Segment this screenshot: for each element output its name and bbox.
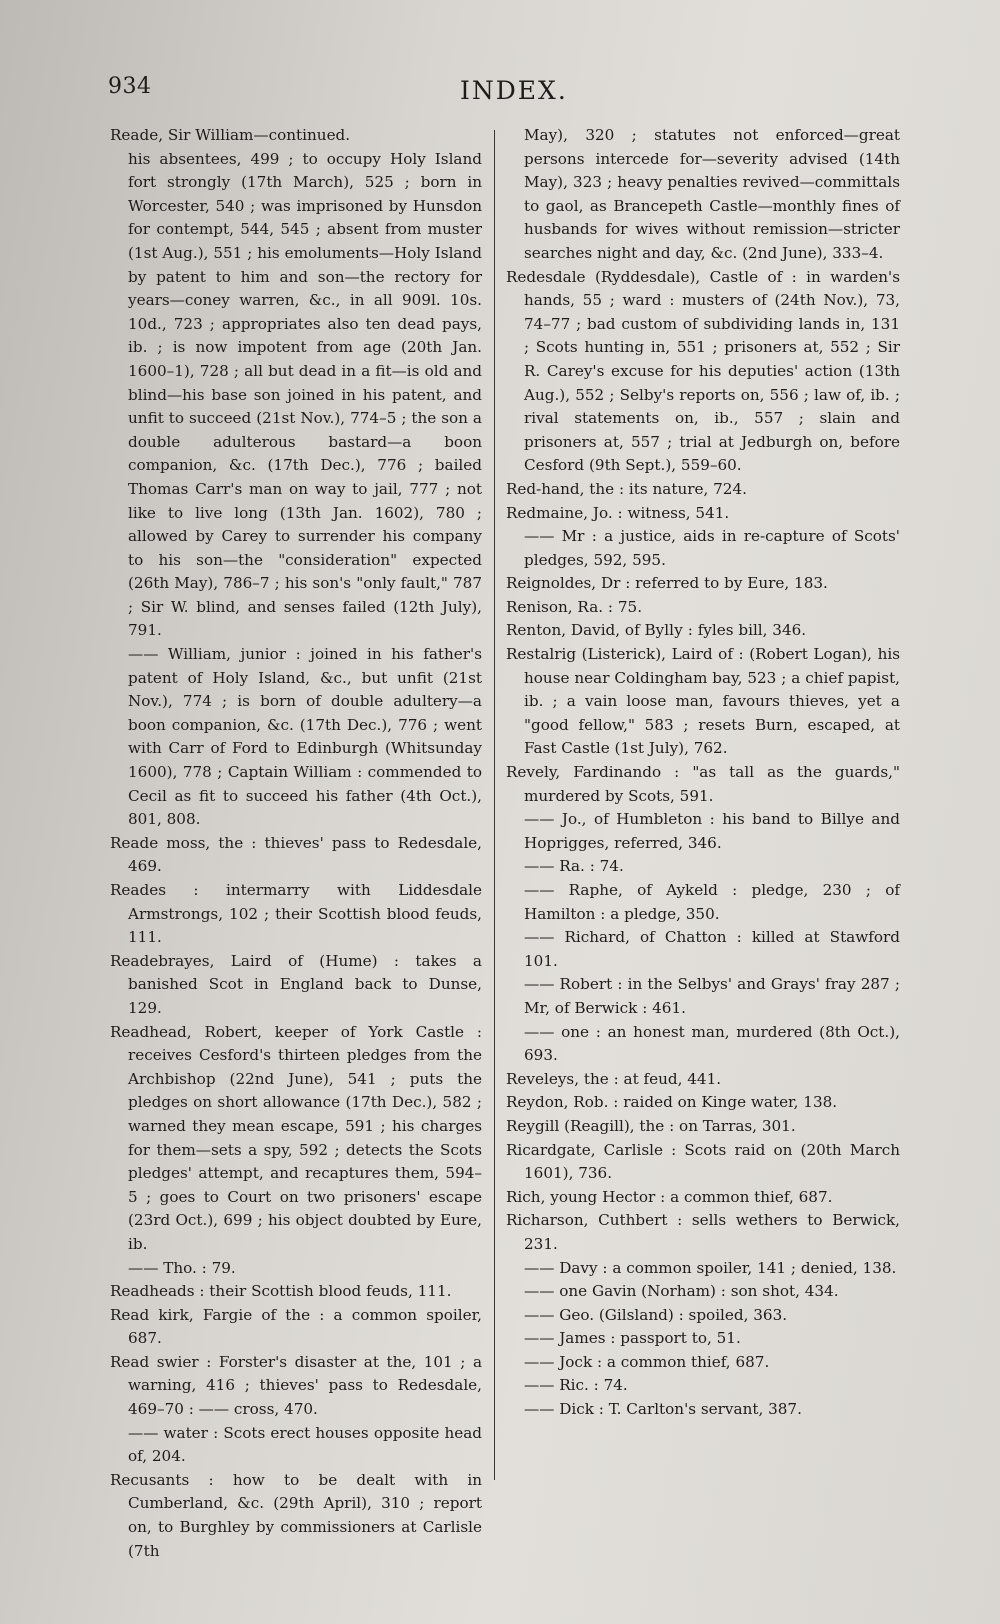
index-subentry: —— water : Scots erect houses opposite head of, 204. xyxy=(128,1423,482,1466)
page-number: 934 xyxy=(108,74,152,99)
index-subentry: —— William, junior : joined in his father's patent of Holy Island, &c., but unfit (21st Nov.), 774 ; is born of double adultery—a boon companion, &c. (17th Dec.), 776 ; went with Carr of Ford to Edinburgh (Whitsunday 1600), 778 ; Captain William : commended to Cecil as fit to succeed his father (4th Oct.), 801, 808. xyxy=(128,645,482,829)
index-subentry: —— Jo., of Humbleton : his band to Billye and Hoprigges, referred, 346. xyxy=(524,810,900,852)
index-subentry: —— Mr : a justice, aids in re-capture of Scots' pledges, 592, 595. xyxy=(524,527,900,569)
index-subentry: —— Robert : in the Selbys' and Grays' fray 287 ; Mr, of Berwick : 461. xyxy=(524,975,900,1017)
left-column xyxy=(110,124,482,1563)
index-subentry: —— Geo. (Gilsland) : spoiled, 363. xyxy=(524,1305,788,1324)
index-entry: Redmaine, Jo. : witness, 541. xyxy=(506,503,730,522)
right-column xyxy=(506,124,900,1422)
index-entry: Reade, Sir William—continued. xyxy=(110,126,351,144)
index-subentry: —— Raphe, of Aykeld : pledge, 230 ; of Hamilton : a pledge, 350. xyxy=(524,881,900,923)
index-entry: Reveleys, the : at feud, 441. xyxy=(506,1069,722,1088)
page-title: INDEX. xyxy=(460,76,568,105)
index-entry: Revely, Fardinando : "as tall as the guards," murdered by Scots, 591. xyxy=(506,763,900,805)
index-subentry: —— Richard, of Chatton : killed at Stawford 101. xyxy=(524,928,900,970)
index-subentry: —— one Gavin (Norham) : son shot, 434. xyxy=(524,1282,839,1301)
index-entry: Readheads : their Scottish blood feuds, 111. xyxy=(110,1282,452,1301)
index-entry: Reygill (Reagill), the : on Tarras, 301. xyxy=(506,1116,796,1135)
index-entry: Readhead, Robert, keeper of York Castle : receives Cesford's thirteen pledges from the Archbishop (22nd June), 541 ; puts the pledges on short allowance (17th Dec.), 582 ; warned they mean escape, 591 ; his charges for them—sets a spy, 592 ; detects the Scots pledges' attempt, and recaptures them, 594–5 ; goes to Court on two prisoners' escape (23rd Oct.), 699 ; his object doubted by Eure, ib. xyxy=(110,1022,482,1253)
index-entry: Reydon, Rob. : raided on Kinge water, 138. xyxy=(506,1093,838,1112)
index-entry: Reade moss, the : thieves' pass to Redesdale, 469. xyxy=(110,833,482,876)
index-subentry: —— Ric. : 74. xyxy=(524,1376,628,1395)
index-entry: Restalrig (Listerick), Laird of : (Robert Logan), his house near Coldingham bay, 523 ; a chief papist, ib. ; a vain loose man, favours thieves, yet a "good fellow," 583 ; resets Burn, escaped, at Fast Castle (1st July), 762. xyxy=(506,645,900,758)
index-subentry: —— Ra. : 74. xyxy=(524,857,624,876)
index-subentry: —— one : an honest man, murdered (8th Oct.), 693. xyxy=(524,1022,900,1065)
index-entry: Rich, young Hector : a common thief, 687. xyxy=(506,1187,833,1206)
index-subentry: —— James : passport to, 51. xyxy=(524,1329,741,1348)
index-entry: his absentees, 499 ; to occupy Holy Island fort strongly (17th March), 525 ; born in Worcester, 540 ; was imprisoned by Hunsdon for contempt, 544, 545 ; absent from muster (1st Aug.), 551 ; his emoluments—Holy Island by patent to him and son—the rectory for years—coney warren, &c., in all 909l. 10s. 10d., 723 ; appropriates also ten dead pays, ib. ; is now impotent from age (20th Jan. 1600–1), 728 ; all but dead in a fit—is old and blind—his base son joined in his patent, and unfit to succeed (21st Nov.), 774–5 ; the son a double adulterous bastard—a boon companion, &c. (17th Dec.), 776 ; bailed Thomas Carr's man on way to jail, 777 ; not like to live long (13th Jan. 1602), 780 ; allowed by Carey to surrender his company to his son—the "consideration" expected (26th May), 786–7 ; his son's "only fault," 787 ; Sir W. blind, and senses failed (12th July), 791. xyxy=(128,149,482,640)
index-entry: Readebrayes, Laird of (Hume) : takes a banished Scot in England back to Dunse, 129. xyxy=(110,951,482,1017)
index-subentry: —— Davy : a common spoiler, 141 ; denied, 138. xyxy=(524,1258,897,1277)
index-entry: Ricardgate, Carlisle : Scots raid on (20th March 1601), 736. xyxy=(506,1140,900,1183)
index-entry: Read kirk, Fargie of the : a common spoiler, 687. xyxy=(110,1305,482,1348)
index-subentry: —— Jock : a common thief, 687. xyxy=(524,1352,770,1371)
index-entry: Reades : intermarry with Liddesdale Armstrongs, 102 ; their Scottish blood feuds, 111. xyxy=(110,881,482,947)
index-entry: Renison, Ra. : 75. xyxy=(506,597,643,616)
index-entry: May), 320 ; statutes not enforced—great persons intercede for—severity advised (14th May), 323 ; heavy penalties revived—committals to gaol, as Brancepeth Castle—monthly fines of husbands for wives without remission—stricter searches night and day, &c. (2nd June), 333–4. xyxy=(524,126,900,262)
index-entry: Red-hand, the : its nature, 724. xyxy=(506,479,747,498)
index-entry: Richarson, Cuthbert : sells wethers to Berwick, 231. xyxy=(506,1211,900,1253)
index-entry: Redesdale (Ryddesdale), Castle of : in warden's hands, 55 ; ward : musters of (24th Nov.), 73, 74–77 ; bad custom of subdividing lands in, 131 ; Scots hunting in, 551 ; prisoners at, 552 ; Sir R. Carey's excuse for his deputies' action (13th Aug.), 552 ; Selby's reports on, 556 ; law of, ib. ; rival statements on, ib., 557 ; slain and prisoners at, 557 ; trial at Jedburgh on, before Cesford (9th Sept.), 559–60. xyxy=(506,267,900,475)
index-entry: Renton, David, of Byllу : fyles bill, 346. xyxy=(506,621,807,640)
index-entry: Read swier : Forster's disaster at the, 101 ; a warning, 416 ; thieves' pass to Redesdale, 469–70 : —— cross, 470. xyxy=(110,1352,482,1419)
index-subentry: —— Dick : T. Carlton's servant, 387. xyxy=(524,1400,802,1419)
index-subentry: —— Tho. : 79. xyxy=(128,1258,236,1277)
index-entry: Reignoldes, Dr : referred to by Eure, 183. xyxy=(506,574,828,593)
column-divider xyxy=(494,130,495,1480)
index-entry: Recusants : how to be dealt with in Cumberland, &c. (29th April), 310 ; report on, to Burghley by commissioners at Carlisle (7th xyxy=(110,1470,482,1560)
